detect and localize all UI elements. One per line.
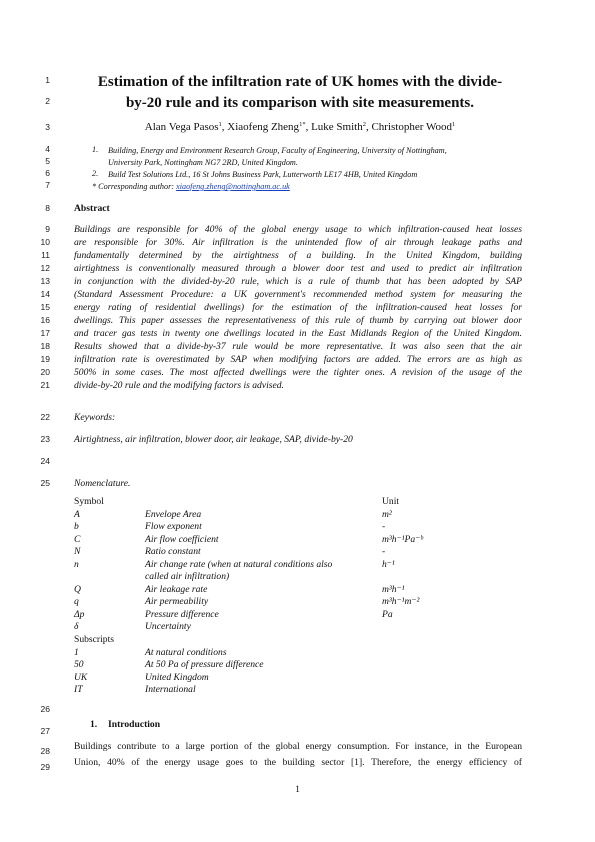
affiliation-number: 2. — [92, 169, 99, 178]
line-number: 25 — [40, 478, 50, 488]
abstract-line: dwellings. This paper assesses the representativeness of this rule of thumb by carrying out blower door — [74, 315, 522, 326]
nomenclature-symbol: b — [74, 521, 79, 532]
abstract-line: energy rating of residential dwellings) for the estimation of the infiltration-caused heat losses for — [74, 302, 522, 313]
subscript-symbol: 50 — [74, 659, 84, 670]
abstract-heading: Abstract — [74, 203, 110, 214]
nomenclature-heading: Nomenclature. — [74, 478, 131, 489]
subscript-description: At natural conditions — [145, 647, 227, 658]
subscripts-heading: Subscripts — [74, 634, 114, 645]
subscript-symbol: UK — [74, 672, 88, 683]
keywords-heading: Keywords: — [74, 412, 116, 423]
abstract-line: in conjunction with the divided-by-20 rule, which is a rule of thumb that has been adopted by SAP — [74, 276, 522, 287]
subscript-description: United Kingdom — [145, 672, 209, 683]
abstract-line: and tracer gas tests in twenty one dwellings located in the East Midlands Region of the United Kingdom. — [74, 328, 522, 339]
affiliation-number: 1. — [92, 145, 99, 154]
subscript-symbol: IT — [74, 684, 83, 695]
nomenclature-description: Air leakage rate — [145, 584, 208, 595]
abstract-line: airtightness is conventionally measured through a blower door test and used to predict air infiltration — [74, 263, 522, 274]
affiliation-1-line-2: University Park, Nottingham NG7 2RD, United Kingdom. — [108, 158, 298, 167]
nomenclature-description: Flow exponent — [145, 521, 202, 532]
line-number: 26 — [40, 704, 50, 714]
subscript-description: At 50 Pa of pressure difference — [145, 659, 264, 670]
line-number: 29 — [40, 762, 50, 772]
author-affiliation-mark: 2 — [362, 121, 366, 128]
abstract-line: Buildings are responsible for 40% of the global energy usage to which infiltration-caused heat losses — [74, 224, 522, 235]
nomenclature-description: called air infiltration) — [145, 571, 230, 582]
nomenclature-unit: m³h⁻¹m⁻² — [382, 596, 420, 607]
nomenclature-symbol: A — [74, 509, 80, 520]
line-number: 2 — [45, 96, 50, 106]
nomenclature-symbol: N — [74, 546, 81, 557]
abstract-line: are responsible for 30%. Air infiltration is the unintended flow of air through leakage paths and — [74, 237, 522, 248]
section-heading-introduction: Introduction — [108, 719, 161, 730]
line-number: 10 — [40, 237, 50, 247]
nomenclature-description: Uncertainty — [145, 621, 191, 632]
line-number: 22 — [40, 412, 50, 422]
nomenclature-description: Envelope Area — [145, 509, 202, 520]
subscript-description: International — [145, 684, 196, 695]
nomenclature-unit: Pa — [382, 609, 393, 620]
nomenclature-symbol-header: Symbol — [74, 496, 104, 507]
line-number: 15 — [40, 302, 50, 312]
line-number: 7 — [45, 180, 50, 190]
affiliation-1-line-1: Building, Energy and Environment Research Group, Faculty of Engineering, University of Nottingham, — [108, 146, 447, 155]
author-affiliation-mark: 1* — [299, 121, 306, 128]
nomenclature-unit-header: Unit — [382, 496, 400, 507]
abstract-line: Results showed that a divide-by-37 rule would be more representative. It was also seen that the air — [74, 341, 522, 352]
author-affiliation-mark: 1 — [218, 121, 222, 128]
nomenclature-symbol: Q — [74, 584, 81, 595]
paper-title-line-1: Estimation of the infiltration rate of UK homes with the divide- — [97, 74, 503, 90]
line-number: 6 — [45, 168, 50, 178]
abstract-line: 500% in some cases. The most affected dwellings were the tighter ones. A revision of the usage of the — [74, 367, 522, 378]
line-number: 16 — [40, 315, 50, 325]
nomenclature-description: Ratio constant — [145, 546, 201, 557]
abstract-line: fundamentally determined by the airtightness of a building. In the United Kingdom, building — [74, 250, 522, 261]
nomenclature-unit: - — [382, 521, 386, 532]
line-number: 1 — [45, 75, 50, 85]
body-text-line: Buildings contribute to a large portion of the global energy consumption. For instance, in the European — [74, 741, 522, 752]
line-number: 3 — [45, 122, 50, 132]
subscript-symbol: 1 — [74, 647, 79, 658]
nomenclature-description: Air change rate (when at natural conditions also — [145, 559, 333, 570]
nomenclature-unit: m³h⁻¹Pa⁻ᵇ — [382, 534, 423, 545]
nomenclature-description: Air permeability — [145, 596, 209, 607]
line-number: 19 — [40, 354, 50, 364]
nomenclature-description: Air flow coefficient — [145, 534, 219, 545]
line-number: 18 — [40, 341, 50, 351]
line-number: 20 — [40, 367, 50, 377]
nomenclature-symbol: q — [74, 596, 79, 607]
nomenclature-unit: - — [382, 546, 386, 557]
author-affiliation-mark: 1 — [451, 121, 456, 128]
paper-title-line-2: by-20 rule and its comparison with site measurements. — [125, 95, 475, 111]
line-number: 11 — [41, 250, 50, 260]
affiliation-2: Build Test Solutions Ltd., 16 St Johns Business Park, Lutterworth LE17 4HB, United Kingdom — [108, 170, 418, 179]
line-number: 27 — [40, 726, 50, 736]
author-name: Xiaofeng Zheng — [227, 121, 300, 133]
nomenclature-description: Pressure difference — [145, 609, 219, 620]
line-number: 12 — [40, 263, 50, 273]
line-number: 21 — [40, 380, 50, 390]
author-name: Christopher Wood — [371, 121, 452, 133]
author-name: Alan Vega Pasos — [144, 121, 219, 133]
nomenclature-symbol: n — [74, 559, 79, 570]
line-number: 9 — [45, 224, 50, 234]
line-number: 24 — [40, 456, 50, 466]
corresponding-author — [92, 181, 290, 192]
line-number: 5 — [45, 156, 50, 166]
nomenclature-symbol: C — [74, 534, 81, 545]
nomenclature-symbol: δ — [74, 621, 79, 632]
line-number: 13 — [40, 276, 50, 286]
nomenclature-symbol: Δp — [74, 609, 85, 620]
line-number: 14 — [40, 289, 50, 299]
corresponding-author-label: * Corresponding author: — [92, 182, 175, 191]
keywords-list: Airtightness, air infiltration, blower door, air leakage, SAP, divide-by-20 — [74, 434, 353, 445]
corresponding-author-email-link[interactable]: xiaofeng.zheng@nottingham.ac.uk — [176, 182, 290, 191]
line-number: 28 — [40, 746, 50, 756]
line-number: 23 — [40, 434, 50, 444]
abstract-line: (Standard Assessment Procedure: a UK government's recommended method system for measuring the — [74, 289, 522, 300]
author-name: Luke Smith — [311, 121, 363, 133]
author-list: Alan Vega Pasos$^1$, Xiaofeng Zheng$^{1*}$, Luke Smith$^2$, Christopher Wood$^1$ — [144, 121, 456, 133]
body-text-line: Union, 40% of the energy usage goes to the building sector [1]. Therefore, the energy efficiency of — [74, 757, 522, 768]
nomenclature-unit: h⁻¹ — [382, 559, 395, 570]
nomenclature-unit: m³h⁻¹ — [382, 584, 405, 595]
line-number: 17 — [40, 328, 50, 338]
line-number: 4 — [45, 144, 50, 154]
nomenclature-unit: m² — [382, 509, 392, 520]
abstract-line: infiltration rate is overestimated by SAP when modifying factors are added. The errors are as high as — [74, 354, 522, 365]
abstract-line: divide-by-20 rule and the modifying factors is advised. — [74, 380, 284, 391]
line-number: 8 — [45, 203, 50, 213]
section-number: 1. — [90, 719, 98, 730]
page-number: 1 — [295, 784, 300, 795]
